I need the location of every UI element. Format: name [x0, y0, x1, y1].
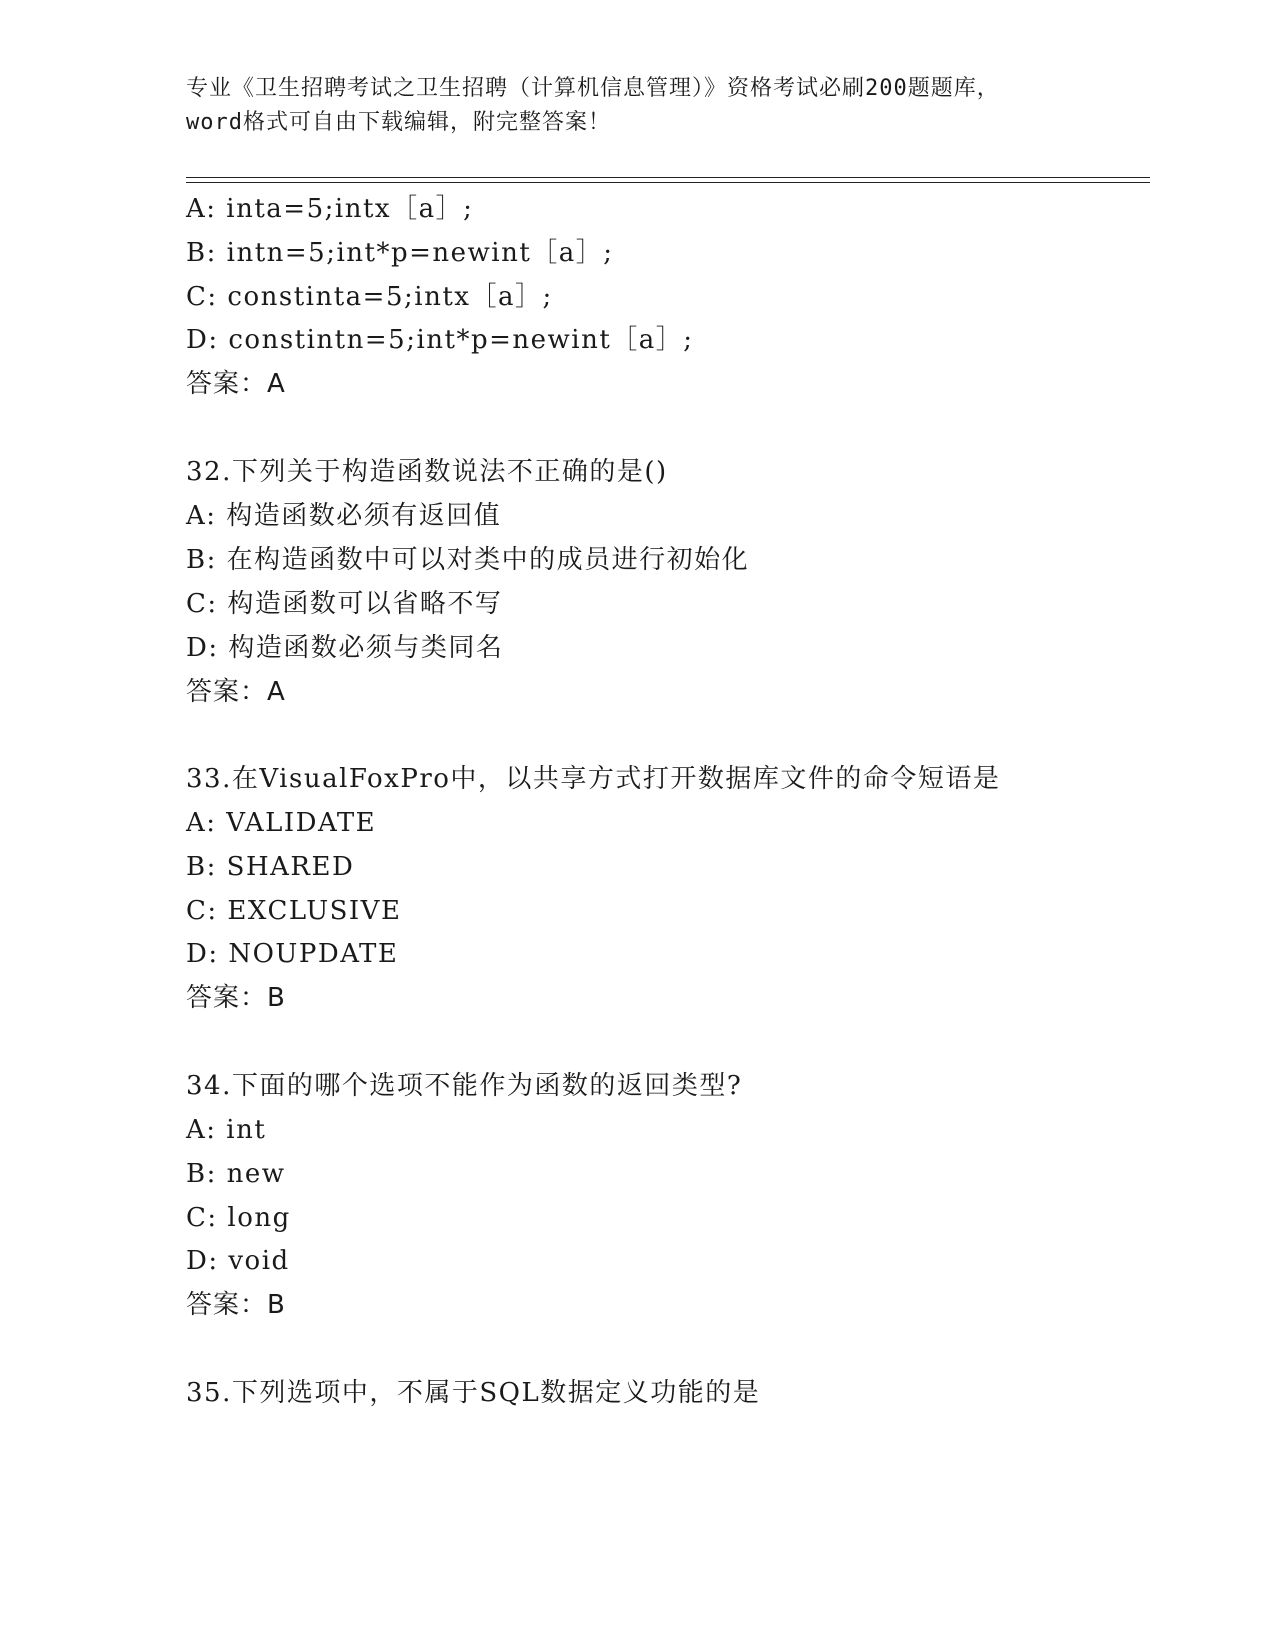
- q34-option-c: C: long: [186, 1203, 291, 1233]
- q31-option-c: C: constinta=5;intx［a］;: [186, 282, 553, 312]
- header-line-1: 专业《卫生招聘考试之卫生招聘（计算机信息管理）》资格考试必刷200题题库，: [186, 76, 1000, 101]
- q31-option-b: B: intn=5;int*p=newint［a］;: [186, 238, 614, 268]
- q32-answer: 答案：A: [186, 677, 286, 707]
- document-header: [186, 72, 1086, 140]
- q34-option-d: D: void: [186, 1246, 290, 1276]
- q35-question: 35.下列选项中，不属于SQL数据定义功能的是: [186, 1378, 761, 1408]
- q34-option-a: A: int: [186, 1115, 267, 1145]
- q33-option-d: D: NOUPDATE: [186, 939, 399, 969]
- q33-option-a: A: VALIDATE: [186, 808, 377, 838]
- q31-option-a: A: inta=5;intx［a］;: [186, 194, 474, 224]
- q32-question: 32.下列关于构造函数说法不正确的是(): [186, 457, 668, 487]
- q34-option-b: B: new: [186, 1159, 286, 1189]
- q34-answer: 答案：B: [186, 1290, 286, 1320]
- header-line-2: word格式可自由下载编辑，附完整答案！: [186, 110, 611, 135]
- q31-answer: 答案：A: [186, 369, 286, 399]
- header-divider-top: [186, 177, 1150, 178]
- q32-option-c: C: 构造函数可以省略不写: [186, 589, 503, 619]
- q31-option-d: D: constintn=5;int*p=newint［a］;: [186, 325, 694, 355]
- q32-option-a: A: 构造函数必须有返回值: [186, 501, 502, 531]
- q32-option-b: B: 在构造函数中可以对类中的成员进行初始化: [186, 545, 750, 575]
- q33-option-b: B: SHARED: [186, 852, 355, 882]
- header-divider-bottom: [186, 182, 1150, 183]
- q34-question: 34.下面的哪个选项不能作为函数的返回类型?: [186, 1071, 743, 1101]
- q33-option-c: C: EXCLUSIVE: [186, 896, 402, 926]
- q33-answer: 答案：B: [186, 983, 286, 1013]
- q33-question: 33.在VisualFoxPro中，以共享方式打开数据库文件的命令短语是: [186, 764, 1001, 794]
- q32-option-d: D: 构造函数必须与类同名: [186, 633, 504, 663]
